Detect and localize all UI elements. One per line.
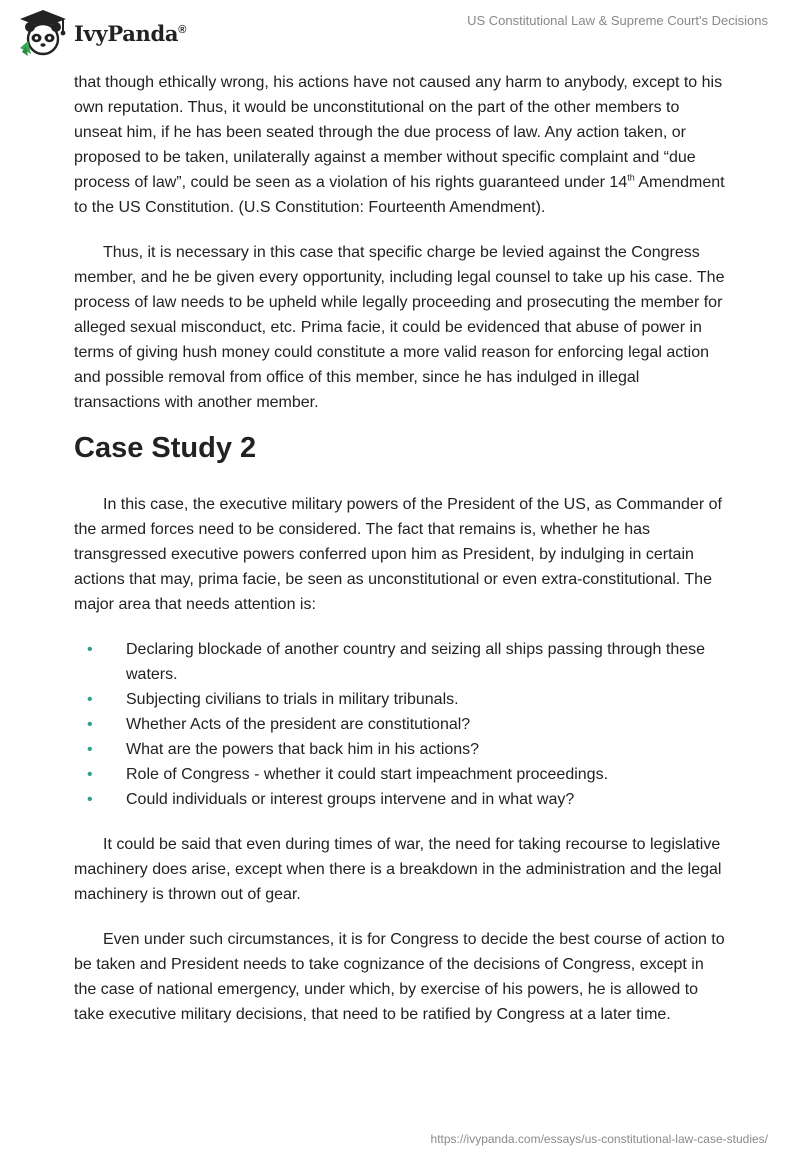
paragraph-4: It could be said that even during times of war, the need for taking recourse to legislative machinery does arise, except when there is a breakdown in the administration and the legal machinery is thrown out of gear. bbox=[74, 836, 722, 903]
bullet-icon: • bbox=[87, 741, 93, 758]
running-title: US Constitutional Law & Supreme Court's Decisions bbox=[467, 13, 768, 28]
bullet-icon: • bbox=[87, 791, 93, 808]
paragraph-3: In this case, the executive military powers of the President of the US, as Commander of the armed forces need to be considered. The fact that remains is, whether he has transgressed executive powers conferred upon him as President, by indulging in certain actions that may, prima facie, be seen as unconstitutional or even extra-constitutional. The major area that needs attention is: bbox=[74, 496, 722, 613]
list-item: • Role of Congress - whether it could start impeachment proceedings. bbox=[74, 762, 730, 787]
list-item: • Subjecting civilians to trials in military tribunals. bbox=[74, 687, 730, 712]
list-item: • Declaring blockade of another country and seizing all ships passing through these waters. bbox=[74, 637, 730, 687]
paragraph-5: Even under such circumstances, it is for Congress to decide the best course of action to be taken and President needs to take cognizance of the decisions of Congress, except in the case of national emergency, under which, by exercise of his powers, he is allowed to take executive military decisions, that need to be ratified by Congress at a later time. bbox=[74, 931, 725, 1023]
bullet-icon: • bbox=[87, 766, 93, 783]
bullet-list bbox=[74, 637, 730, 812]
section-heading: Case Study 2 bbox=[74, 432, 257, 464]
paragraph-2: Thus, it is necessary in this case that specific charge be levied against the Congress member, and he be given every opportunity, including legal counsel to take up his case. The process of law needs to be upheld while legally proceeding and prosecuting the member for alleged sexual misconduct, etc. Prima facie, it could be evidenced that abuse of power in terms of giving hush money could constitute a more valid reason for enforcing legal action and possible removal from office of this member, since he has indulged in illegal transactions with another member. bbox=[74, 244, 725, 411]
list-item: • Whether Acts of the president are constitutional? bbox=[74, 712, 730, 737]
article-body bbox=[74, 70, 730, 1027]
ivypanda-logo[interactable] bbox=[16, 8, 186, 58]
page-header bbox=[0, 0, 800, 70]
list-item: • What are the powers that back him in his actions? bbox=[74, 737, 730, 762]
bullet-icon: • bbox=[87, 641, 93, 658]
paragraph-1: that though ethically wrong, his actions have not caused any harm to anybody, except to his own reputation. Thus, it would be unconstitutional on the part of the other members to unseat him, if he has been seated through the due process of law. Any action taken, or proposed to be taken, unilaterally against a member without specific complaint and “due process of law”, could be seen as a violation of his rights guaranteed under 14th Amendment to the US Constitution. (U.S Constitution: Fourteenth Amendment). bbox=[74, 74, 725, 216]
bullet-icon: • bbox=[87, 716, 93, 733]
bullet-icon: • bbox=[87, 691, 93, 708]
logo-wordmark: IvyPanda® bbox=[74, 20, 187, 46]
panda-graduate-icon bbox=[16, 8, 70, 58]
list-item: • Could individuals or interest groups intervene and in what way? bbox=[74, 787, 730, 812]
source-url[interactable]: https://ivypanda.com/essays/us-constitutional-law-case-studies/ bbox=[430, 1132, 768, 1146]
